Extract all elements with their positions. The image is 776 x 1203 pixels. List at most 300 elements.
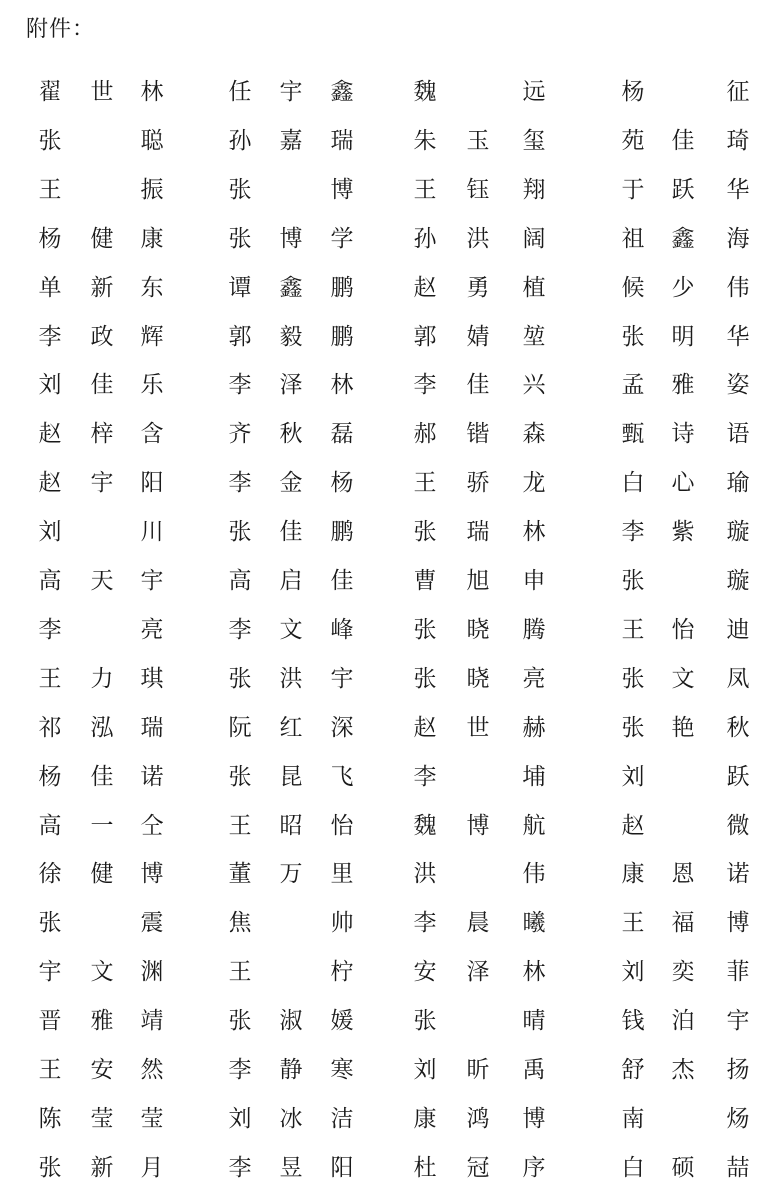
name-character (82, 610, 122, 650)
name-character: 冠 (466, 1155, 490, 1181)
name-character: 亮 (522, 666, 546, 692)
name-character: 张 (228, 666, 252, 692)
name-character: 璇 (726, 568, 750, 594)
name-character: 静 (279, 1057, 303, 1083)
name-character: 晋 (38, 1008, 62, 1034)
name-character: 王 (38, 177, 62, 203)
name-character: 杨 (38, 764, 62, 790)
name-character: 宇 (140, 568, 164, 594)
name-character: 张 (228, 519, 252, 545)
name-character: 张 (413, 1008, 437, 1034)
name-row (0, 1050, 776, 1090)
name-row (0, 1148, 776, 1188)
name-row (0, 365, 776, 405)
name-character: 王 (621, 910, 645, 936)
name-character: 鹏 (330, 519, 354, 545)
name-row (0, 757, 776, 797)
name-character: 泽 (466, 959, 490, 985)
name-character: 洪 (279, 666, 303, 692)
name-character: 峰 (330, 617, 354, 643)
name-character: 红 (279, 715, 303, 741)
name-character: 阮 (228, 715, 252, 741)
name-row (0, 1001, 776, 1041)
name-character: 张 (621, 568, 645, 594)
name-character: 于 (621, 177, 645, 203)
name-character: 月 (140, 1155, 164, 1181)
name-character: 序 (522, 1155, 546, 1181)
name-character: 张 (38, 128, 62, 154)
name-character (82, 170, 122, 210)
name-character: 渊 (140, 959, 164, 985)
name-character: 王 (38, 1057, 62, 1083)
name-character: 佳 (671, 128, 695, 154)
name-character (663, 561, 703, 601)
name-character (663, 806, 703, 846)
name-character: 徐 (38, 861, 62, 887)
name-character: 宇 (279, 79, 303, 105)
name-row (0, 854, 776, 894)
name-character: 白 (621, 470, 645, 496)
name-character: 齐 (228, 421, 252, 447)
name-character: 东 (140, 275, 164, 301)
name-character: 梓 (90, 421, 114, 447)
name-character: 璇 (726, 519, 750, 545)
name-character: 鹏 (330, 275, 354, 301)
name-character (82, 903, 122, 943)
name-character: 钱 (621, 1008, 645, 1034)
name-character: 张 (228, 764, 252, 790)
name-character: 李 (228, 1057, 252, 1083)
name-character (663, 72, 703, 112)
name-character: 泽 (279, 372, 303, 398)
name-character: 政 (90, 324, 114, 350)
name-row (0, 72, 776, 112)
name-character: 张 (228, 177, 252, 203)
name-character: 候 (621, 275, 645, 301)
name-character: 莹 (90, 1106, 114, 1132)
name-character: 李 (621, 519, 645, 545)
name-character: 陈 (38, 1106, 62, 1132)
name-character: 淑 (279, 1008, 303, 1034)
name-character: 张 (413, 519, 437, 545)
name-character: 微 (726, 813, 750, 839)
name-character: 宇 (90, 470, 114, 496)
name-character: 阔 (522, 226, 546, 252)
name-character: 宇 (38, 959, 62, 985)
name-character: 宇 (330, 666, 354, 692)
name-character: 世 (466, 715, 490, 741)
name-character: 张 (228, 226, 252, 252)
name-character: 姿 (726, 372, 750, 398)
name-character: 深 (330, 715, 354, 741)
name-character: 林 (522, 959, 546, 985)
name-character: 王 (228, 813, 252, 839)
name-character: 怡 (671, 617, 695, 643)
name-row (0, 121, 776, 161)
name-row (0, 317, 776, 357)
name-character (82, 512, 122, 552)
name-character: 伟 (726, 275, 750, 301)
name-character: 新 (90, 275, 114, 301)
name-character: 孟 (621, 372, 645, 398)
name-row (0, 903, 776, 943)
name-character: 李 (413, 764, 437, 790)
name-character: 张 (621, 715, 645, 741)
name-row (0, 806, 776, 846)
name-character: 佳 (279, 519, 303, 545)
name-character: 秋 (279, 421, 303, 447)
name-character: 钰 (466, 177, 490, 203)
name-character: 金 (279, 470, 303, 496)
name-character: 杜 (413, 1155, 437, 1181)
name-character: 骄 (466, 470, 490, 496)
name-character: 雅 (671, 372, 695, 398)
name-row (0, 463, 776, 503)
name-character: 博 (726, 910, 750, 936)
name-character: 健 (90, 226, 114, 252)
name-character: 李 (228, 617, 252, 643)
name-character: 健 (90, 861, 114, 887)
name-character: 晓 (466, 666, 490, 692)
name-character: 靖 (140, 1008, 164, 1034)
name-character: 康 (621, 861, 645, 887)
name-character: 洁 (330, 1106, 354, 1132)
name-character: 征 (726, 79, 750, 105)
name-character: 刘 (621, 764, 645, 790)
name-character: 学 (330, 226, 354, 252)
name-character: 杨 (330, 470, 354, 496)
name-character: 兴 (522, 372, 546, 398)
name-character: 聪 (140, 128, 164, 154)
name-character: 刘 (413, 1057, 437, 1083)
name-character: 旭 (466, 568, 490, 594)
name-character: 勇 (466, 275, 490, 301)
name-character: 博 (140, 861, 164, 887)
name-character: 辉 (140, 324, 164, 350)
name-character: 鑫 (330, 79, 354, 105)
name-character: 李 (413, 910, 437, 936)
name-character: 李 (228, 470, 252, 496)
name-character: 佳 (330, 568, 354, 594)
name-character (663, 1099, 703, 1139)
name-character: 堃 (522, 324, 546, 350)
name-character: 嘉 (279, 128, 303, 154)
name-character: 林 (140, 79, 164, 105)
name-character: 喆 (726, 1155, 750, 1181)
name-character: 高 (38, 813, 62, 839)
name-character: 王 (228, 959, 252, 985)
name-character: 泓 (90, 715, 114, 741)
name-character: 琪 (140, 666, 164, 692)
name-character: 航 (522, 813, 546, 839)
name-character: 郭 (413, 324, 437, 350)
name-character (458, 1001, 498, 1041)
name-character (458, 72, 498, 112)
name-character: 泊 (671, 1008, 695, 1034)
name-character: 瑞 (466, 519, 490, 545)
name-character: 鑫 (279, 275, 303, 301)
name-character: 李 (38, 617, 62, 643)
name-character: 张 (621, 324, 645, 350)
name-character: 博 (279, 226, 303, 252)
name-character: 杨 (38, 226, 62, 252)
name-row (0, 170, 776, 210)
name-row (0, 952, 776, 992)
name-character: 高 (38, 568, 62, 594)
name-character: 万 (279, 861, 303, 887)
name-character: 少 (671, 275, 695, 301)
name-character: 张 (228, 1008, 252, 1034)
name-character (82, 121, 122, 161)
name-row (0, 708, 776, 748)
name-character: 晴 (522, 1008, 546, 1034)
name-character: 张 (621, 666, 645, 692)
name-character: 伟 (522, 861, 546, 887)
name-character: 晓 (466, 617, 490, 643)
name-character: 洪 (413, 861, 437, 887)
name-character: 苑 (621, 128, 645, 154)
name-character: 申 (522, 568, 546, 594)
name-character: 刘 (38, 519, 62, 545)
name-character: 宇 (726, 1008, 750, 1034)
name-character: 腾 (522, 617, 546, 643)
name-character: 昭 (279, 813, 303, 839)
name-character: 博 (330, 177, 354, 203)
name-character: 阳 (140, 470, 164, 496)
name-character: 诺 (726, 861, 750, 887)
name-character: 秋 (726, 715, 750, 741)
name-row (0, 268, 776, 308)
name-character: 鹏 (330, 324, 354, 350)
name-character: 杰 (671, 1057, 695, 1083)
name-character: 焦 (228, 910, 252, 936)
name-character: 李 (38, 324, 62, 350)
name-character: 振 (140, 177, 164, 203)
name-character: 昆 (279, 764, 303, 790)
name-character: 玺 (522, 128, 546, 154)
name-character: 明 (671, 324, 695, 350)
name-character: 冰 (279, 1106, 303, 1132)
name-character: 刘 (621, 959, 645, 985)
name-character: 磊 (330, 421, 354, 447)
name-character: 祁 (38, 715, 62, 741)
name-character: 佳 (90, 372, 114, 398)
name-character: 赫 (522, 715, 546, 741)
name-character: 华 (726, 177, 750, 203)
name-character: 魏 (413, 813, 437, 839)
name-character: 婧 (466, 324, 490, 350)
name-character: 川 (140, 519, 164, 545)
name-character: 新 (90, 1155, 114, 1181)
name-character: 甄 (621, 421, 645, 447)
name-character: 王 (413, 177, 437, 203)
name-character: 禹 (522, 1057, 546, 1083)
name-character: 南 (621, 1106, 645, 1132)
name-character: 张 (413, 666, 437, 692)
name-character: 孙 (413, 226, 437, 252)
name-character: 李 (413, 372, 437, 398)
name-character: 赵 (38, 470, 62, 496)
name-character: 雅 (90, 1008, 114, 1034)
name-character: 文 (279, 617, 303, 643)
name-character: 佳 (90, 764, 114, 790)
name-character: 林 (330, 372, 354, 398)
name-character: 洪 (466, 226, 490, 252)
name-character: 赵 (38, 421, 62, 447)
name-character: 远 (522, 79, 546, 105)
name-character: 曦 (522, 910, 546, 936)
name-character: 华 (726, 324, 750, 350)
name-character: 恩 (671, 861, 695, 887)
name-character: 曹 (413, 568, 437, 594)
name-character: 诗 (671, 421, 695, 447)
name-character: 含 (140, 421, 164, 447)
name-character: 锴 (466, 421, 490, 447)
name-character (458, 854, 498, 894)
name-character: 刘 (38, 372, 62, 398)
name-character: 凤 (726, 666, 750, 692)
name-character: 柠 (330, 959, 354, 985)
name-character: 王 (413, 470, 437, 496)
name-character: 赵 (413, 715, 437, 741)
name-character: 张 (38, 910, 62, 936)
name-character: 森 (522, 421, 546, 447)
name-character: 艳 (671, 715, 695, 741)
name-character: 董 (228, 861, 252, 887)
name-character: 昱 (279, 1155, 303, 1181)
name-character: 然 (140, 1057, 164, 1083)
name-character: 迪 (726, 617, 750, 643)
name-character: 李 (228, 372, 252, 398)
name-row (0, 610, 776, 650)
name-character: 启 (279, 568, 303, 594)
name-character: 天 (90, 568, 114, 594)
name-character: 佳 (466, 372, 490, 398)
name-character: 瑞 (140, 715, 164, 741)
name-character: 安 (413, 959, 437, 985)
name-character (271, 170, 311, 210)
name-character: 单 (38, 275, 62, 301)
name-character: 郭 (228, 324, 252, 350)
name-character: 林 (522, 519, 546, 545)
name-character: 仝 (140, 813, 164, 839)
name-character: 寒 (330, 1057, 354, 1083)
name-character: 张 (413, 617, 437, 643)
name-character: 舒 (621, 1057, 645, 1083)
name-character: 植 (522, 275, 546, 301)
name-character: 康 (140, 226, 164, 252)
name-character: 一 (90, 813, 114, 839)
name-character: 飞 (330, 764, 354, 790)
name-character: 魏 (413, 79, 437, 105)
name-character: 诺 (140, 764, 164, 790)
name-character: 帅 (330, 910, 354, 936)
name-character: 阳 (330, 1155, 354, 1181)
name-character: 奕 (671, 959, 695, 985)
name-character: 博 (466, 813, 490, 839)
name-character: 炀 (726, 1106, 750, 1132)
name-row (0, 512, 776, 552)
name-character: 昕 (466, 1057, 490, 1083)
name-character: 埔 (522, 764, 546, 790)
name-character: 世 (90, 79, 114, 105)
name-character: 力 (90, 666, 114, 692)
name-character: 赵 (621, 813, 645, 839)
name-character: 朱 (413, 128, 437, 154)
name-character: 语 (726, 421, 750, 447)
name-character: 赵 (413, 275, 437, 301)
name-character: 毅 (279, 324, 303, 350)
name-character: 龙 (522, 470, 546, 496)
name-character: 王 (621, 617, 645, 643)
name-character: 硕 (671, 1155, 695, 1181)
name-character: 紫 (671, 519, 695, 545)
name-character: 翔 (522, 177, 546, 203)
name-row (0, 414, 776, 454)
name-character: 孙 (228, 128, 252, 154)
name-character: 福 (671, 910, 695, 936)
name-character: 媛 (330, 1008, 354, 1034)
name-character: 张 (38, 1155, 62, 1181)
name-character: 康 (413, 1106, 437, 1132)
name-character: 文 (671, 666, 695, 692)
name-character: 文 (90, 959, 114, 985)
name-character (271, 903, 311, 943)
name-row (0, 1099, 776, 1139)
name-character: 高 (228, 568, 252, 594)
name-character: 亮 (140, 617, 164, 643)
name-character: 晨 (466, 910, 490, 936)
name-character: 安 (90, 1057, 114, 1083)
name-row (0, 219, 776, 259)
name-character: 祖 (621, 226, 645, 252)
attachment-heading: 附件： (26, 17, 96, 42)
name-character: 里 (330, 861, 354, 887)
name-character: 瑞 (330, 128, 354, 154)
name-character: 任 (228, 79, 252, 105)
name-character: 琦 (726, 128, 750, 154)
name-character: 菲 (726, 959, 750, 985)
name-character: 莹 (140, 1106, 164, 1132)
name-character: 心 (671, 470, 695, 496)
name-character: 王 (38, 666, 62, 692)
name-character: 瑜 (726, 470, 750, 496)
name-character: 白 (621, 1155, 645, 1181)
name-character: 杨 (621, 79, 645, 105)
name-character: 玉 (466, 128, 490, 154)
name-row (0, 561, 776, 601)
name-character: 跃 (671, 177, 695, 203)
name-character: 博 (522, 1106, 546, 1132)
name-character: 翟 (38, 79, 62, 105)
name-character: 跃 (726, 764, 750, 790)
name-character: 李 (228, 1155, 252, 1181)
name-character: 扬 (726, 1057, 750, 1083)
name-character: 谭 (228, 275, 252, 301)
name-character: 鸿 (466, 1106, 490, 1132)
name-character: 海 (726, 226, 750, 252)
name-character: 刘 (228, 1106, 252, 1132)
name-row (0, 659, 776, 699)
name-character: 震 (140, 910, 164, 936)
name-character (663, 757, 703, 797)
name-character: 郝 (413, 421, 437, 447)
name-character: 乐 (140, 372, 164, 398)
name-character: 怡 (330, 813, 354, 839)
name-character: 鑫 (671, 226, 695, 252)
name-character (271, 952, 311, 992)
name-character (458, 757, 498, 797)
